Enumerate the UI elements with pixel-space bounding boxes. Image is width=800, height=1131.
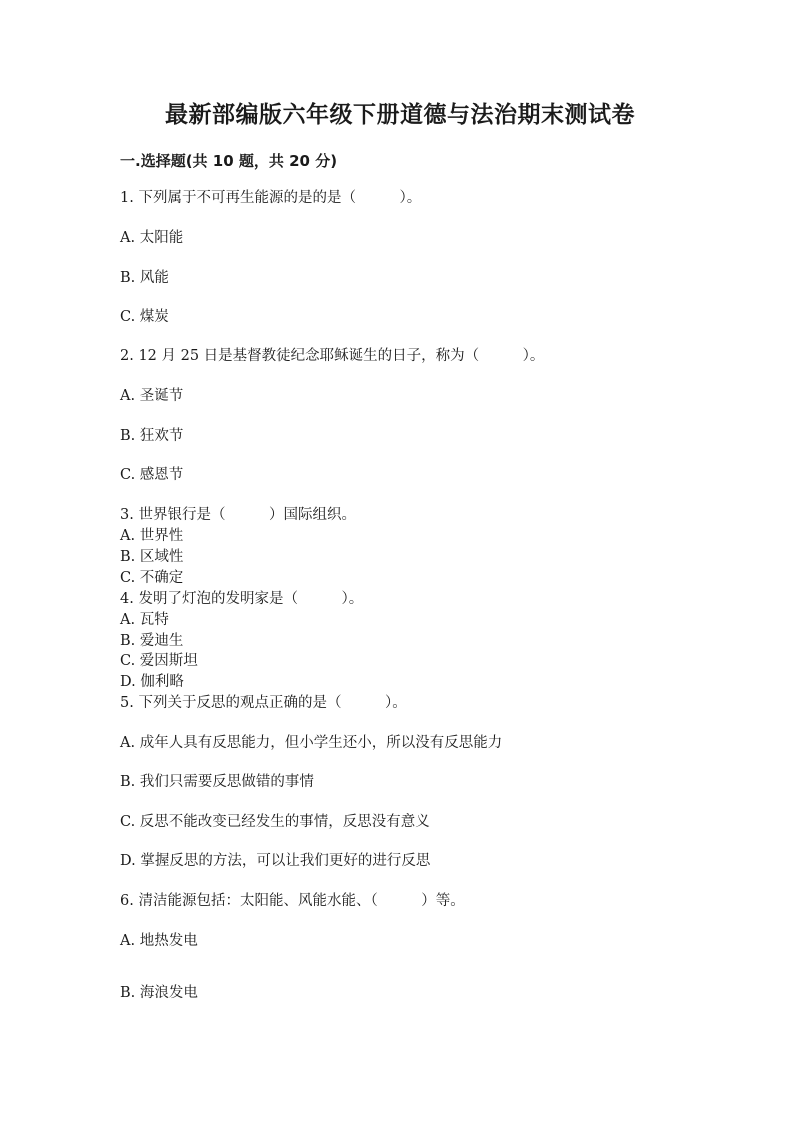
section-heading: 一.选择题(共 10 题，共 20 分) (120, 152, 338, 170)
question-5-option-d: D. 掌握反思的方法，可以让我们更好的进行反思 (120, 853, 431, 869)
question-3-option-c: C. 不确定 (120, 570, 184, 586)
question-5-option-c: C. 反思不能改变已经发生的事情，反思没有意义 (120, 814, 430, 830)
question-6-option-a: A. 地热发电 (120, 933, 198, 949)
question-3-option-a: A. 世界性 (120, 528, 184, 544)
question-6-option-b: B. 海浪发电 (120, 985, 198, 1001)
question-1-stem: 1. 下列属于不可再生能源的是的是（ ）。 (120, 190, 422, 206)
question-5-option-b: B. 我们只需要反思做错的事情 (120, 774, 314, 790)
question-3-option-b: B. 区域性 (120, 549, 184, 565)
question-4-stem: 4. 发明了灯泡的发明家是（ ）。 (120, 591, 364, 607)
question-2-option-c: C. 感恩节 (120, 467, 184, 483)
question-5-stem: 5. 下列关于反思的观点正确的是（ ）。 (120, 695, 407, 711)
question-5-option-a: A. 成年人具有反思能力，但小学生还小，所以没有反思能力 (120, 735, 503, 751)
question-1-option-b: B. 风能 (120, 270, 169, 286)
question-4-option-d: D. 伽利略 (120, 674, 184, 690)
question-2-stem: 2. 12 月 25 日是基督教徒纪念耶稣诞生的日子，称为（ ）。 (120, 348, 545, 364)
question-4-option-c: C. 爱因斯坦 (120, 653, 198, 669)
question-2-option-a: A. 圣诞节 (120, 388, 184, 404)
question-6-stem: 6. 清洁能源包括：太阳能、风能水能、（ ）等。 (120, 893, 465, 909)
question-3-stem: 3. 世界银行是（ ）国际组织。 (120, 507, 356, 523)
page-title: 最新部编版六年级下册道德与法治期末测试卷 (165, 101, 635, 128)
question-4-option-b: B. 爱迪生 (120, 633, 184, 649)
question-1-option-a: A. 太阳能 (120, 230, 184, 246)
question-4-option-a: A. 瓦特 (120, 612, 169, 628)
question-1-option-c: C. 煤炭 (120, 309, 169, 325)
question-2-option-b: B. 狂欢节 (120, 428, 184, 444)
